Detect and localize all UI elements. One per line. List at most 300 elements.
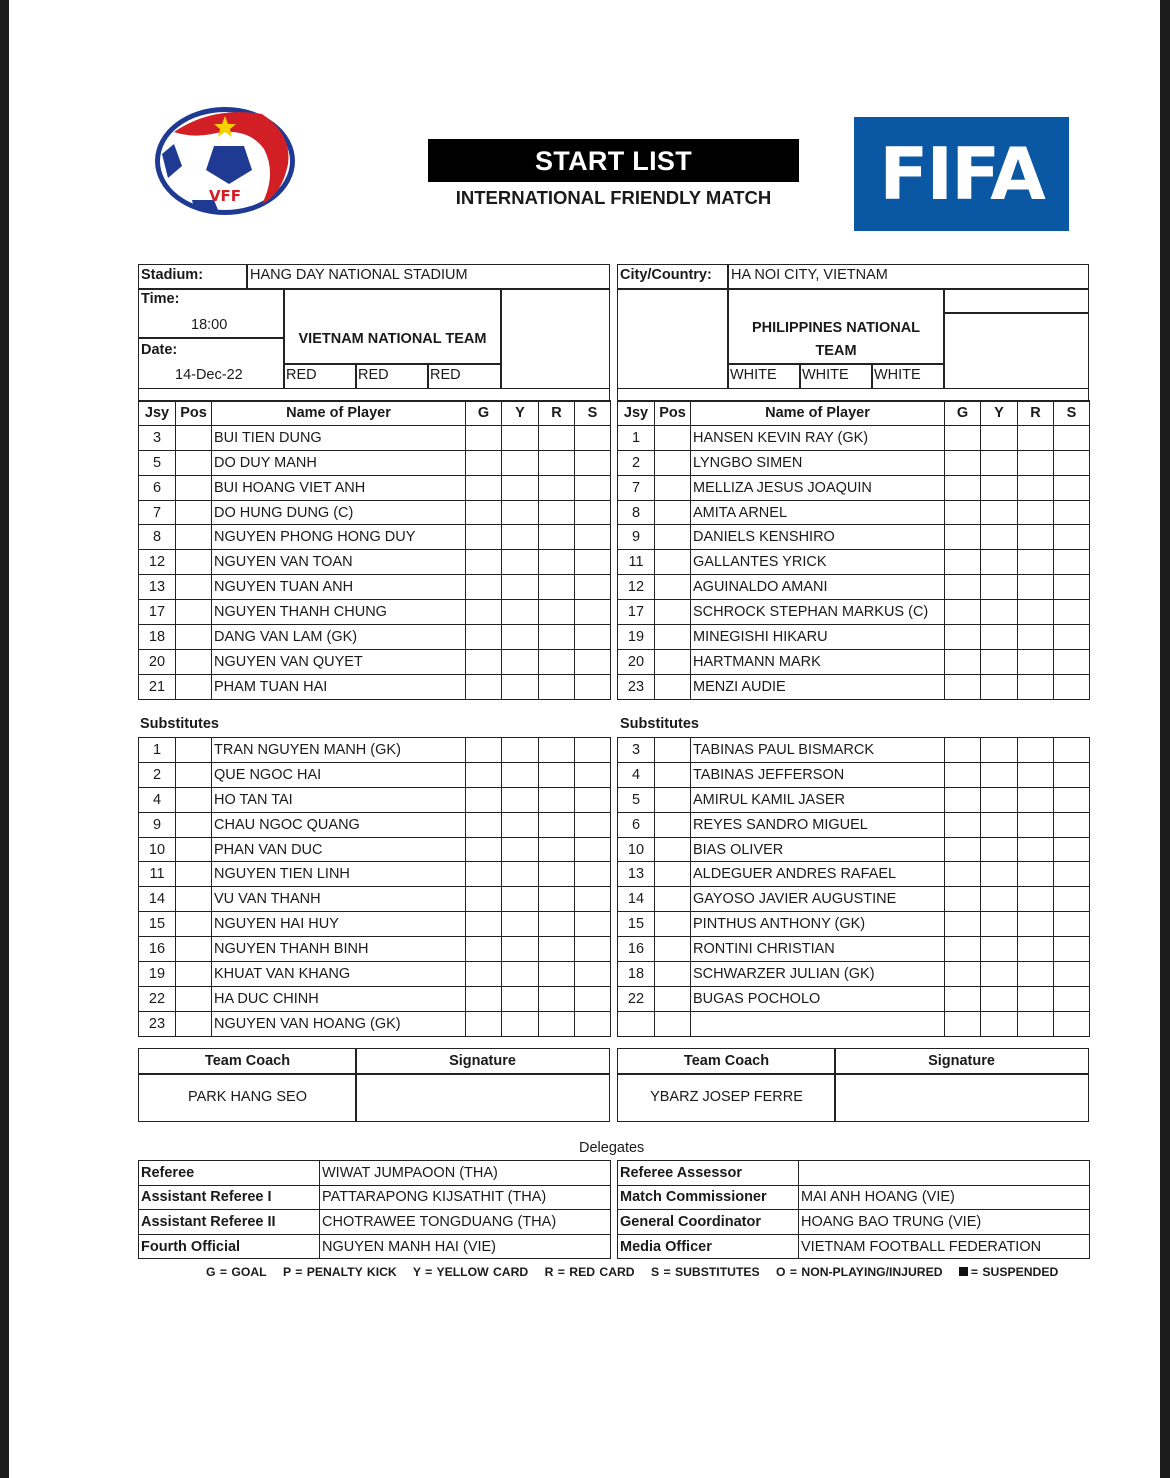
yellow-card-cell[interactable]	[502, 475, 539, 500]
jersey-number: 2	[139, 762, 176, 787]
yellow-card-cell[interactable]	[502, 625, 539, 650]
jersey-number: 4	[618, 762, 655, 787]
yellow-card-cell[interactable]	[981, 986, 1018, 1011]
goal-cell[interactable]	[945, 1011, 981, 1036]
yellow-card-cell[interactable]	[981, 937, 1018, 962]
jersey-number: 3	[139, 425, 176, 450]
substitution-cell[interactable]	[1054, 575, 1090, 600]
red-card-cell[interactable]	[539, 787, 575, 812]
substitution-cell[interactable]	[1054, 600, 1090, 625]
yellow-card-cell[interactable]	[502, 787, 539, 812]
substitution-cell[interactable]	[575, 787, 611, 812]
substitution-cell[interactable]	[1054, 475, 1090, 500]
goal-cell[interactable]	[466, 575, 502, 600]
goal-cell[interactable]	[945, 674, 981, 699]
yellow-card-cell[interactable]	[981, 649, 1018, 674]
substitution-cell[interactable]	[1054, 962, 1090, 987]
position-cell[interactable]	[176, 962, 212, 987]
substitution-cell[interactable]	[575, 937, 611, 962]
red-card-cell[interactable]	[539, 812, 575, 837]
player-row	[618, 1011, 1090, 1036]
red-card-cell[interactable]	[1018, 1011, 1054, 1036]
position-cell[interactable]	[176, 837, 212, 862]
match-type-subtitle: INTERNATIONAL FRIENDLY MATCH	[455, 187, 772, 208]
substitution-cell[interactable]	[1054, 450, 1090, 475]
substitution-cell[interactable]	[1054, 887, 1090, 912]
position-cell[interactable]	[655, 1011, 691, 1036]
col-sub: S	[1054, 401, 1090, 426]
substitution-cell[interactable]	[1054, 937, 1090, 962]
yellow-card-cell[interactable]	[981, 887, 1018, 912]
position-cell[interactable]	[176, 1011, 212, 1036]
red-card-cell[interactable]	[1018, 762, 1054, 787]
goal-cell[interactable]	[466, 887, 502, 912]
red-card-cell[interactable]	[539, 575, 575, 600]
yellow-card-cell[interactable]	[502, 937, 539, 962]
date-cell	[138, 337, 285, 389]
substitution-cell[interactable]	[575, 837, 611, 862]
legend-goal: G = GOAL	[206, 1265, 267, 1279]
yellow-card-cell[interactable]	[981, 425, 1018, 450]
position-cell[interactable]	[655, 525, 691, 550]
yellow-card-cell[interactable]	[981, 812, 1018, 837]
time-label: Time:	[141, 291, 180, 307]
substitution-cell[interactable]	[1054, 674, 1090, 699]
substitution-cell[interactable]	[575, 500, 611, 525]
substitution-cell[interactable]	[575, 1011, 611, 1036]
goal-cell[interactable]	[945, 787, 981, 812]
jersey-number: 13	[618, 862, 655, 887]
position-cell[interactable]	[176, 625, 212, 650]
yellow-card-cell[interactable]	[981, 762, 1018, 787]
goal-cell[interactable]	[466, 425, 502, 450]
goal-cell[interactable]	[466, 600, 502, 625]
goal-cell[interactable]	[945, 862, 981, 887]
player-name: DANG VAN LAM (GK)	[212, 625, 466, 650]
substitution-cell[interactable]	[1054, 649, 1090, 674]
red-card-cell[interactable]	[1018, 986, 1054, 1011]
position-cell[interactable]	[655, 575, 691, 600]
yellow-card-cell[interactable]	[502, 600, 539, 625]
home-substitutes-label: Substitutes	[140, 716, 219, 732]
red-card-cell[interactable]	[1018, 475, 1054, 500]
jersey-number: 14	[618, 887, 655, 912]
jersey-number: 23	[618, 674, 655, 699]
red-card-cell[interactable]	[539, 937, 575, 962]
table-header-row	[139, 401, 611, 426]
yellow-card-cell[interactable]	[502, 525, 539, 550]
player-row	[618, 500, 1090, 525]
yellow-card-cell[interactable]	[502, 674, 539, 699]
official-row	[139, 1185, 611, 1210]
substitution-cell[interactable]	[1054, 738, 1090, 763]
substitution-cell[interactable]	[1054, 425, 1090, 450]
yellow-card-cell[interactable]	[981, 912, 1018, 937]
red-card-cell[interactable]	[1018, 738, 1054, 763]
position-cell[interactable]	[655, 625, 691, 650]
yellow-card-cell[interactable]	[502, 649, 539, 674]
yellow-card-cell[interactable]	[502, 450, 539, 475]
substitution-cell[interactable]	[575, 625, 611, 650]
table-header-row	[618, 401, 1090, 426]
red-card-cell[interactable]	[539, 625, 575, 650]
red-card-cell[interactable]	[1018, 937, 1054, 962]
yellow-card-cell[interactable]	[502, 812, 539, 837]
position-cell[interactable]	[655, 600, 691, 625]
yellow-card-cell[interactable]	[502, 738, 539, 763]
goal-cell[interactable]	[945, 986, 981, 1011]
yellow-card-cell[interactable]	[981, 500, 1018, 525]
substitution-cell[interactable]	[575, 450, 611, 475]
yellow-card-cell[interactable]	[502, 1011, 539, 1036]
jersey-number: 1	[618, 425, 655, 450]
substitution-cell[interactable]	[575, 674, 611, 699]
yellow-card-cell[interactable]	[981, 625, 1018, 650]
red-card-cell[interactable]	[539, 962, 575, 987]
red-card-cell[interactable]	[1018, 525, 1054, 550]
player-name: PHAM TUAN HAI	[212, 674, 466, 699]
yellow-card-cell[interactable]	[502, 862, 539, 887]
player-row	[139, 649, 611, 674]
goal-cell[interactable]	[945, 649, 981, 674]
position-cell[interactable]	[176, 762, 212, 787]
home-coach-name: PARK HANG SEO	[138, 1073, 357, 1122]
away-coach-name: YBARZ JOSEP FERRE	[617, 1073, 836, 1122]
position-cell[interactable]	[655, 500, 691, 525]
red-card-cell[interactable]	[539, 550, 575, 575]
yellow-card-cell[interactable]	[981, 787, 1018, 812]
suspended-square-icon	[959, 1267, 968, 1276]
goal-cell[interactable]	[466, 674, 502, 699]
col-sub: S	[575, 401, 611, 426]
position-cell[interactable]	[176, 575, 212, 600]
red-card-cell[interactable]	[539, 738, 575, 763]
goal-cell[interactable]	[466, 912, 502, 937]
delegates-label: Delegates	[579, 1140, 645, 1156]
jersey-number: 20	[618, 649, 655, 674]
red-card-cell[interactable]	[539, 912, 575, 937]
position-cell[interactable]	[655, 837, 691, 862]
goal-cell[interactable]	[945, 837, 981, 862]
goal-cell[interactable]	[945, 762, 981, 787]
position-cell[interactable]	[176, 475, 212, 500]
substitution-cell[interactable]	[575, 550, 611, 575]
jersey-number: 8	[618, 500, 655, 525]
goal-cell[interactable]	[945, 525, 981, 550]
substitution-cell[interactable]	[575, 575, 611, 600]
position-cell[interactable]	[655, 912, 691, 937]
red-card-cell[interactable]	[539, 986, 575, 1011]
player-row	[139, 787, 611, 812]
goal-cell[interactable]	[466, 762, 502, 787]
position-cell[interactable]	[176, 862, 212, 887]
position-cell[interactable]	[655, 550, 691, 575]
red-card-cell[interactable]	[1018, 425, 1054, 450]
player-name: AMIRUL KAMIL JASER	[691, 787, 945, 812]
red-card-cell[interactable]	[1018, 500, 1054, 525]
position-cell[interactable]	[655, 425, 691, 450]
red-card-cell[interactable]	[539, 837, 575, 862]
substitution-cell[interactable]	[575, 600, 611, 625]
position-cell[interactable]	[655, 762, 691, 787]
red-card-cell[interactable]	[1018, 600, 1054, 625]
red-card-cell[interactable]	[1018, 912, 1054, 937]
yellow-card-cell[interactable]	[502, 425, 539, 450]
yellow-card-cell[interactable]	[981, 862, 1018, 887]
red-card-cell[interactable]	[1018, 787, 1054, 812]
player-row	[618, 912, 1090, 937]
substitution-cell[interactable]	[1054, 986, 1090, 1011]
goal-cell[interactable]	[466, 837, 502, 862]
substitution-cell[interactable]	[1054, 762, 1090, 787]
player-row	[618, 550, 1090, 575]
position-cell[interactable]	[176, 450, 212, 475]
yellow-card-cell[interactable]	[981, 1011, 1018, 1036]
position-cell[interactable]	[176, 649, 212, 674]
yellow-card-cell[interactable]	[502, 912, 539, 937]
substitution-cell[interactable]	[1054, 550, 1090, 575]
position-cell[interactable]	[176, 525, 212, 550]
substitution-cell[interactable]	[1054, 500, 1090, 525]
position-cell[interactable]	[176, 912, 212, 937]
position-cell[interactable]	[655, 937, 691, 962]
yellow-card-cell[interactable]	[502, 837, 539, 862]
position-cell[interactable]	[176, 787, 212, 812]
goal-cell[interactable]	[466, 525, 502, 550]
goal-cell[interactable]	[466, 986, 502, 1011]
goal-cell[interactable]	[466, 862, 502, 887]
position-cell[interactable]	[655, 475, 691, 500]
goal-cell[interactable]	[945, 962, 981, 987]
player-name: MENZI AUDIE	[691, 674, 945, 699]
red-card-cell[interactable]	[539, 475, 575, 500]
position-cell[interactable]	[655, 962, 691, 987]
position-cell[interactable]	[176, 550, 212, 575]
goal-cell[interactable]	[466, 500, 502, 525]
yellow-card-cell[interactable]	[502, 500, 539, 525]
col-name: Name of Player	[691, 401, 945, 426]
player-name: MINEGISHI HIKARU	[691, 625, 945, 650]
position-cell[interactable]	[655, 450, 691, 475]
player-name: NGUYEN TIEN LINH	[212, 862, 466, 887]
player-row	[618, 525, 1090, 550]
jersey-number: 10	[139, 837, 176, 862]
player-row	[139, 762, 611, 787]
yellow-card-cell[interactable]	[981, 674, 1018, 699]
red-card-cell[interactable]	[539, 674, 575, 699]
position-cell[interactable]	[176, 986, 212, 1011]
substitution-cell[interactable]	[1054, 525, 1090, 550]
substitution-cell[interactable]	[575, 862, 611, 887]
yellow-card-cell[interactable]	[502, 762, 539, 787]
position-cell[interactable]	[176, 425, 212, 450]
yellow-card-cell[interactable]	[502, 550, 539, 575]
jersey-number: 18	[139, 625, 176, 650]
position-cell[interactable]	[176, 812, 212, 837]
red-card-cell[interactable]	[1018, 674, 1054, 699]
yellow-card-cell[interactable]	[502, 887, 539, 912]
goal-cell[interactable]	[466, 450, 502, 475]
player-row	[618, 862, 1090, 887]
col-goal: G	[466, 401, 502, 426]
goal-cell[interactable]	[945, 425, 981, 450]
red-card-cell[interactable]	[539, 1011, 575, 1036]
goal-cell[interactable]	[945, 600, 981, 625]
player-row	[139, 600, 611, 625]
position-cell[interactable]	[655, 674, 691, 699]
yellow-card-cell[interactable]	[981, 525, 1018, 550]
position-cell[interactable]	[655, 986, 691, 1011]
substitution-cell[interactable]	[575, 986, 611, 1011]
goal-cell[interactable]	[945, 738, 981, 763]
yellow-card-cell[interactable]	[981, 475, 1018, 500]
substitution-cell[interactable]	[575, 525, 611, 550]
position-cell[interactable]	[176, 887, 212, 912]
official-role: Referee Assessor	[618, 1161, 799, 1186]
substitution-cell[interactable]	[575, 649, 611, 674]
goal-cell[interactable]	[945, 550, 981, 575]
substitution-cell[interactable]	[1054, 625, 1090, 650]
red-card-cell[interactable]	[1018, 887, 1054, 912]
red-card-cell[interactable]	[539, 500, 575, 525]
red-card-cell[interactable]	[1018, 812, 1054, 837]
position-cell[interactable]	[176, 500, 212, 525]
goal-cell[interactable]	[945, 912, 981, 937]
goal-cell[interactable]	[945, 575, 981, 600]
player-name: NGUYEN TUAN ANH	[212, 575, 466, 600]
player-row	[139, 986, 611, 1011]
player-row	[618, 625, 1090, 650]
yellow-card-cell[interactable]	[981, 550, 1018, 575]
goal-cell[interactable]	[945, 500, 981, 525]
position-cell[interactable]	[176, 738, 212, 763]
player-name: HA DUC CHINH	[212, 986, 466, 1011]
red-card-cell[interactable]	[539, 762, 575, 787]
substitution-cell[interactable]	[575, 475, 611, 500]
position-cell[interactable]	[655, 887, 691, 912]
substitution-cell[interactable]	[1054, 1011, 1090, 1036]
goal-cell[interactable]	[945, 887, 981, 912]
red-card-cell[interactable]	[1018, 837, 1054, 862]
player-row	[139, 812, 611, 837]
substitution-cell[interactable]	[575, 762, 611, 787]
red-card-cell[interactable]	[539, 887, 575, 912]
home-kit-shorts: RED	[355, 363, 429, 389]
position-cell[interactable]	[176, 937, 212, 962]
official-name: CHOTRAWEE TONGDUANG (THA)	[320, 1210, 611, 1235]
substitution-cell[interactable]	[1054, 787, 1090, 812]
goal-cell[interactable]	[466, 812, 502, 837]
goal-cell[interactable]	[466, 625, 502, 650]
substitution-cell[interactable]	[575, 738, 611, 763]
red-card-cell[interactable]	[1018, 649, 1054, 674]
red-card-cell[interactable]	[539, 862, 575, 887]
substitution-cell[interactable]	[575, 962, 611, 987]
red-card-cell[interactable]	[539, 450, 575, 475]
substitution-cell[interactable]	[575, 425, 611, 450]
substitution-cell[interactable]	[1054, 862, 1090, 887]
player-row	[618, 450, 1090, 475]
red-card-cell[interactable]	[1018, 550, 1054, 575]
player-name: AMITA ARNEL	[691, 500, 945, 525]
player-row	[139, 837, 611, 862]
yellow-card-cell[interactable]	[981, 450, 1018, 475]
position-cell[interactable]	[655, 649, 691, 674]
yellow-card-cell[interactable]	[502, 575, 539, 600]
red-card-cell[interactable]	[539, 600, 575, 625]
col-yellow: Y	[502, 401, 539, 426]
substitution-cell[interactable]	[575, 887, 611, 912]
substitution-cell[interactable]	[1054, 837, 1090, 862]
player-row	[139, 475, 611, 500]
goal-cell[interactable]	[466, 787, 502, 812]
position-cell[interactable]	[655, 738, 691, 763]
goal-cell[interactable]	[466, 1011, 502, 1036]
goal-cell[interactable]	[466, 649, 502, 674]
position-cell[interactable]	[176, 674, 212, 699]
goal-cell[interactable]	[466, 937, 502, 962]
red-card-cell[interactable]	[539, 649, 575, 674]
red-card-cell[interactable]	[539, 525, 575, 550]
away-coach-label: Team Coach	[617, 1048, 836, 1075]
jersey-number: 7	[139, 500, 176, 525]
red-card-cell[interactable]	[1018, 450, 1054, 475]
jersey-number: 12	[618, 575, 655, 600]
goal-cell[interactable]	[466, 550, 502, 575]
position-cell[interactable]	[655, 812, 691, 837]
yellow-card-cell[interactable]	[981, 738, 1018, 763]
goal-cell[interactable]	[945, 450, 981, 475]
red-card-cell[interactable]	[1018, 625, 1054, 650]
red-card-cell[interactable]	[1018, 575, 1054, 600]
position-cell[interactable]	[176, 600, 212, 625]
home-signature-field[interactable]	[355, 1073, 610, 1122]
substitution-cell[interactable]	[575, 812, 611, 837]
jersey-number: 16	[618, 937, 655, 962]
player-row	[139, 674, 611, 699]
yellow-card-cell[interactable]	[981, 600, 1018, 625]
jersey-number: 5	[618, 787, 655, 812]
goal-cell[interactable]	[466, 738, 502, 763]
yellow-card-cell[interactable]	[981, 962, 1018, 987]
position-cell[interactable]	[655, 787, 691, 812]
goal-cell[interactable]	[945, 937, 981, 962]
player-row	[618, 887, 1090, 912]
goal-cell[interactable]	[945, 812, 981, 837]
position-cell[interactable]	[655, 862, 691, 887]
substitution-cell[interactable]	[1054, 812, 1090, 837]
player-row	[139, 887, 611, 912]
yellow-card-cell[interactable]	[502, 962, 539, 987]
goal-cell[interactable]	[945, 475, 981, 500]
player-name: CHAU NGOC QUANG	[212, 812, 466, 837]
yellow-card-cell[interactable]	[981, 837, 1018, 862]
goal-cell[interactable]	[945, 625, 981, 650]
goal-cell[interactable]	[466, 475, 502, 500]
official-role: Match Commissioner	[618, 1185, 799, 1210]
jersey-number: 5	[139, 450, 176, 475]
red-card-cell[interactable]	[1018, 962, 1054, 987]
player-name: BUI HOANG VIET ANH	[212, 475, 466, 500]
away-signature-field[interactable]	[834, 1073, 1089, 1122]
substitution-cell[interactable]	[1054, 912, 1090, 937]
substitution-cell[interactable]	[575, 912, 611, 937]
yellow-card-cell[interactable]	[981, 575, 1018, 600]
yellow-card-cell[interactable]	[502, 986, 539, 1011]
red-card-cell[interactable]	[1018, 862, 1054, 887]
goal-cell[interactable]	[466, 962, 502, 987]
red-card-cell[interactable]	[539, 425, 575, 450]
